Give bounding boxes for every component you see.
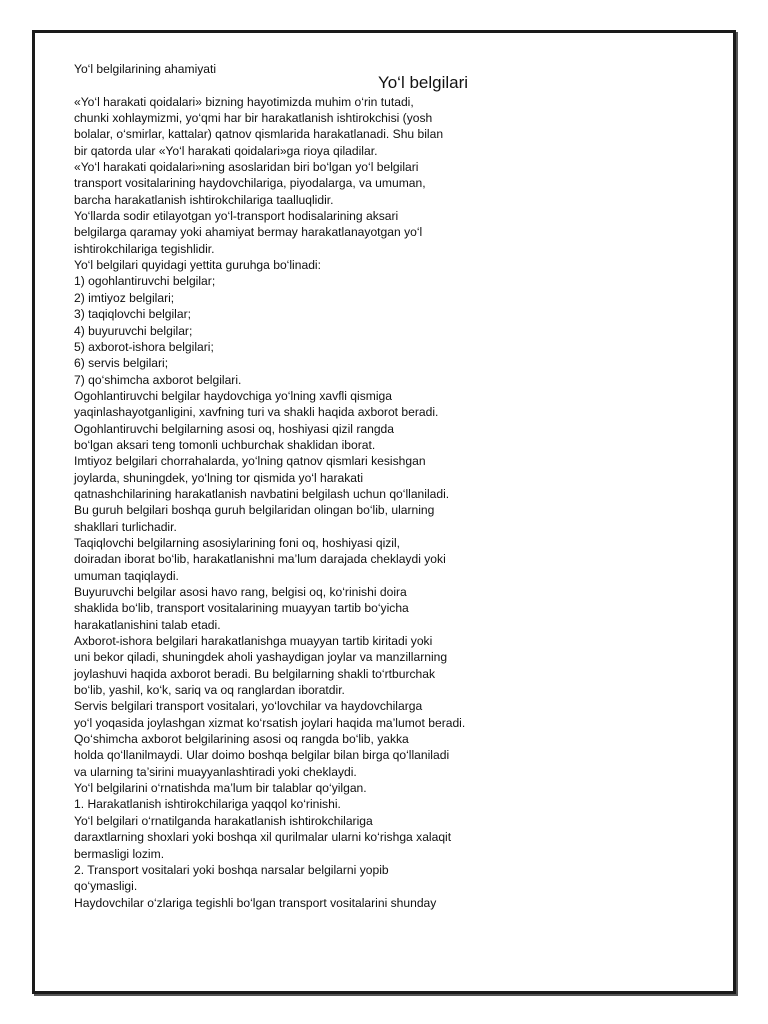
text-line: Qo‘shimcha axborot belgilarining asosi oq rangda bo‘lib, yakka (74, 732, 409, 747)
text-line: bo‘lgan aksari teng tomonli uchburchak shaklidan iborat. (74, 437, 376, 452)
text-line: Servis belgilari transport vositalari, yo‘lovchilar va haydovchilarga (74, 699, 423, 714)
text-line: Imtiyoz belgilari chorrahalarda, yo‘lning qatnov qismlari kesishgan (74, 454, 426, 469)
text-line: Yo‘l belgilarini o‘rnatishda ma’lum bir talablar qo‘yilgan. (74, 781, 367, 796)
text-line: transport vositalarining haydovchilariga, piyodalarga, va umuman, (74, 176, 426, 191)
text-line: bolalar, o‘smirlar, kattalar) qatnov qismlarida harakatlanadi. Shu bilan (74, 127, 444, 142)
text-line: Ogohlantiruvchi belgilarning asosi oq, hoshiyasi qizil rangda (74, 421, 395, 436)
text-line: yaqinlashayotganligini, xavfning turi va shakli haqida axborot beradi. (74, 405, 439, 420)
text-line: doiradan iborat bo‘lib, harakatlanishni ma’lum darajada cheklaydi yoki (74, 552, 446, 567)
text-line: qatnashchilarining harakatlanish navbatini belgilash uchun qo‘llaniladi. (74, 486, 450, 501)
list-item: 4) buyuruvchi belgilar; (74, 323, 193, 338)
text-line: ishtirokchilariga tegishlidir. (74, 241, 215, 256)
list-item: 1) ogohlantiruvchi belgilar; (74, 274, 216, 289)
text-line: Yo‘l belgilari o‘rnatilganda harakatlanish ishtirokchilariga (74, 813, 373, 828)
text-line: Ogohlantiruvchi belgilar haydovchiga yo‘lning xavfli qismiga (74, 388, 392, 403)
text-line: va ularning ta’sirini muayyanlashtiradi yoki cheklaydi. (74, 764, 357, 779)
list-item: 3) taqiqlovchi belgilar; (74, 307, 191, 322)
text-line: daraxtlarning shoxlari yoki boshqa xil qurilmalar ularni ko‘rishga xalaqit (74, 830, 452, 845)
text-line: «Yo‘l harakati qoidalari» bizning hayotimizda muhim o‘rin tutadi, (74, 94, 414, 109)
text-line: barcha harakatlanish ishtirokchilariga taalluqlidir. (74, 192, 334, 207)
text-line: chunki xohlaymizmi, yo‘qmi har bir harakatlanish ishtirokchisi (yosh (74, 111, 433, 126)
text-line: uni bekor qiladi, shuningdek aholi yashaydigan joylar va manzillarning (74, 650, 448, 665)
list-item: 2. Transport vositalari yoki boshqa narsalar belgilarni yopib (74, 862, 389, 877)
text-line: Haydovchilar o‘zlariga tegishli bo‘lgan transport vositalarini shunday (74, 895, 437, 910)
text-line: shakllari turlichadir. (74, 519, 177, 534)
text-line: umuman taqiqlaydi. (74, 568, 179, 583)
document-subtitle: Yo‘l belgilarining ahamiyati (74, 62, 217, 76)
text-line: Axborot-ishora belgilari harakatlanishga muayyan tartib kiritadi yoki (74, 634, 433, 649)
list-item: 2) imtiyoz belgilari; (74, 290, 175, 305)
text-line: Yo‘l belgilari quyidagi yettita guruhga bo‘linadi: (74, 258, 321, 273)
document-body (74, 61, 689, 911)
list-item: 7) qo‘shimcha axborot belgilari. (74, 372, 242, 387)
text-line: joylashuvi haqida axborot beradi. Bu belgilarning shakli to‘rtburchak (74, 666, 436, 681)
text-line: Taqiqlovchi belgilarning asosiylarining foni oq, hoshiyasi qizil, (74, 535, 401, 550)
text-line: Yo‘llarda sodir etilayotgan yo‘l-transport hodisalarining aksari (74, 209, 399, 224)
list-item: 6) servis belgilari; (74, 356, 169, 371)
document-title: Yo‘l belgilari (377, 73, 469, 92)
text-line: holda qo‘llanilmaydi. Ular doimo boshqa belgilar bilan birga qo‘llaniladi (74, 748, 450, 763)
paragraph-spacer (74, 77, 689, 93)
text-line: Buyuruvchi belgilar asosi havo rang, belgisi oq, ko‘rinishi doira (74, 585, 407, 599)
text-line: Bu guruh belgilari boshqa guruh belgilaridan olingan bo‘lib, ularning (74, 503, 435, 518)
text-line: bermasligi lozim. (74, 846, 165, 861)
text-line: «Yo‘l harakati qoidalari»ning asoslaridan biri bo‘lgan yo‘l belgilari (74, 160, 419, 175)
text-line: bo‘lib, yashil, ko‘k, sariq va oq ranglardan iboratdir. (74, 683, 345, 698)
text-line: belgilarga qaramay yoki ahamiyat bermay harakatlanayotgan yo‘l (74, 225, 423, 240)
text-line: joylarda, shuningdek, yo‘lning tor qismida yo‘l harakati (74, 470, 364, 485)
text-line: harakatlanishini talab etadi. (74, 617, 221, 632)
text-line: yo‘l yoqasida joylashgan xizmat ko‘rsatish joylari haqida ma’lumot beradi. (74, 715, 466, 730)
text-line: shaklida bo‘lib, transport vositalarining muayyan tartib bo‘yicha (74, 601, 409, 616)
list-item: 5) axborot-ishora belgilari; (74, 339, 214, 354)
text-line: qo‘ymasligi. (74, 879, 138, 894)
text-line: bir qatorda ular «Yo‘l harakati qoidalari»ga rioya qiladilar. (74, 143, 378, 158)
list-item: 1. Harakatlanish ishtirokchilariga yaqqol ko‘rinishi. (74, 797, 341, 812)
